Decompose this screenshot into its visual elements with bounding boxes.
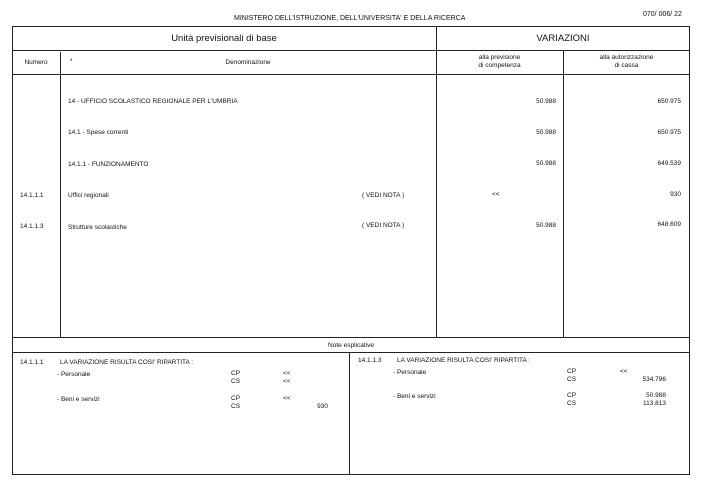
note-right-heading: LA VARIAZIONE RISULTA COSI' RIPARTITA : [397,357,531,364]
header-divider-2 [12,74,690,75]
col-competenza-line-2: di competenza [478,62,521,69]
col-denominazione-header: Denominazione [225,59,271,66]
notes-title-divider [12,352,690,353]
notes-col-divider [349,352,350,475]
note-left-cp-label: CP [231,395,241,402]
row-cassa: 930 [670,191,681,198]
row-cassa: 649.539 [657,160,681,167]
row-numero: 14.1.1.3 [20,223,44,230]
note-right-cp-label: CP [567,368,577,375]
note-left-item-label: - Personale [57,371,91,378]
note-left-cs-label: CS [231,378,241,385]
page-reference: 070/ 006/ 22 [643,11,682,18]
note-left-cp-label: CP [231,370,241,377]
row-competenza: 50.988 [536,98,556,105]
col-star-header: * [70,58,73,65]
note-left-heading: LA VARIAZIONE RISULTA COSI' RIPARTITA : [60,359,194,366]
row-nota: ( VEDI NOTA ) [362,192,405,199]
notes-title: Note esplicative [328,342,374,349]
note-left-cs-value: 930 [317,403,328,410]
note-right-code: 14.1.1.3 [358,357,382,364]
header-divider-1 [12,50,690,51]
note-left-code: 14.1.1.1 [20,359,44,366]
note-left-cp-value: << [283,395,291,402]
note-left-cs-value: << [283,378,291,385]
row-competenza: 50.988 [536,160,556,167]
row-cassa: 650.975 [657,129,681,136]
row-competenza: << [492,191,500,198]
row-cassa: 650.975 [657,98,681,105]
row-competenza: 50.988 [536,129,556,136]
note-left-cs-label: CS [231,403,241,410]
note-left-item-label: - Beni e servizi [57,396,100,403]
note-right-cp-value: 50.988 [646,392,666,399]
col-cassa-header [563,54,690,70]
note-right-cs-label: CS [567,376,577,383]
note-right-item-label: - Personale [393,369,427,376]
variations-title: VARIAZIONI [536,33,590,44]
row-competenza: 50.988 [536,222,556,229]
note-right-cp-value: << [620,368,628,375]
note-right-item-label: - Beni e servizi [393,393,436,400]
col-cassa-line-1: alla autorizzazione [599,54,654,61]
ministry-title: MINISTERO DELL'ISTRUZIONE, DELL'UNIVERSITA' E DELLA RICERCA [234,15,466,22]
row-numero: 14.1.1.1 [20,192,44,199]
note-left-cp-value: << [283,370,291,377]
col-competenza-line-1: alla previsione [478,54,521,61]
row-denominazione: 14.1.1 - FUNZIONAMENTO [68,161,149,168]
row-nota: ( VEDI NOTA ) [362,222,405,229]
note-right-cs-value: 534.796 [642,376,666,383]
notes-top-divider [12,337,690,338]
col-cassa-line-2: di cassa [614,62,639,69]
row-denominazione: 14 - UFFICIO SCOLASTICO REGIONALE PER L'UMBRIA [68,98,238,105]
row-cassa: 648.609 [657,221,681,228]
col-competenza-header [436,54,563,70]
note-right-cp-label: CP [567,392,577,399]
note-right-cs-value: 113.813 [642,400,666,407]
col-divider-numero [60,52,61,337]
table-frame [12,26,690,475]
row-denominazione: Strutture scolastiche [68,224,127,231]
row-denominazione: 14.1 - Spese correnti [68,129,129,136]
col-divider-variazioni [436,26,437,337]
col-divider-cassa [563,50,564,337]
col-numero-header: Numero [24,59,48,66]
section-title: Unità previsionali di base [171,33,277,44]
row-denominazione: Uffici regionali [68,192,109,199]
note-right-cs-label: CS [567,400,577,407]
